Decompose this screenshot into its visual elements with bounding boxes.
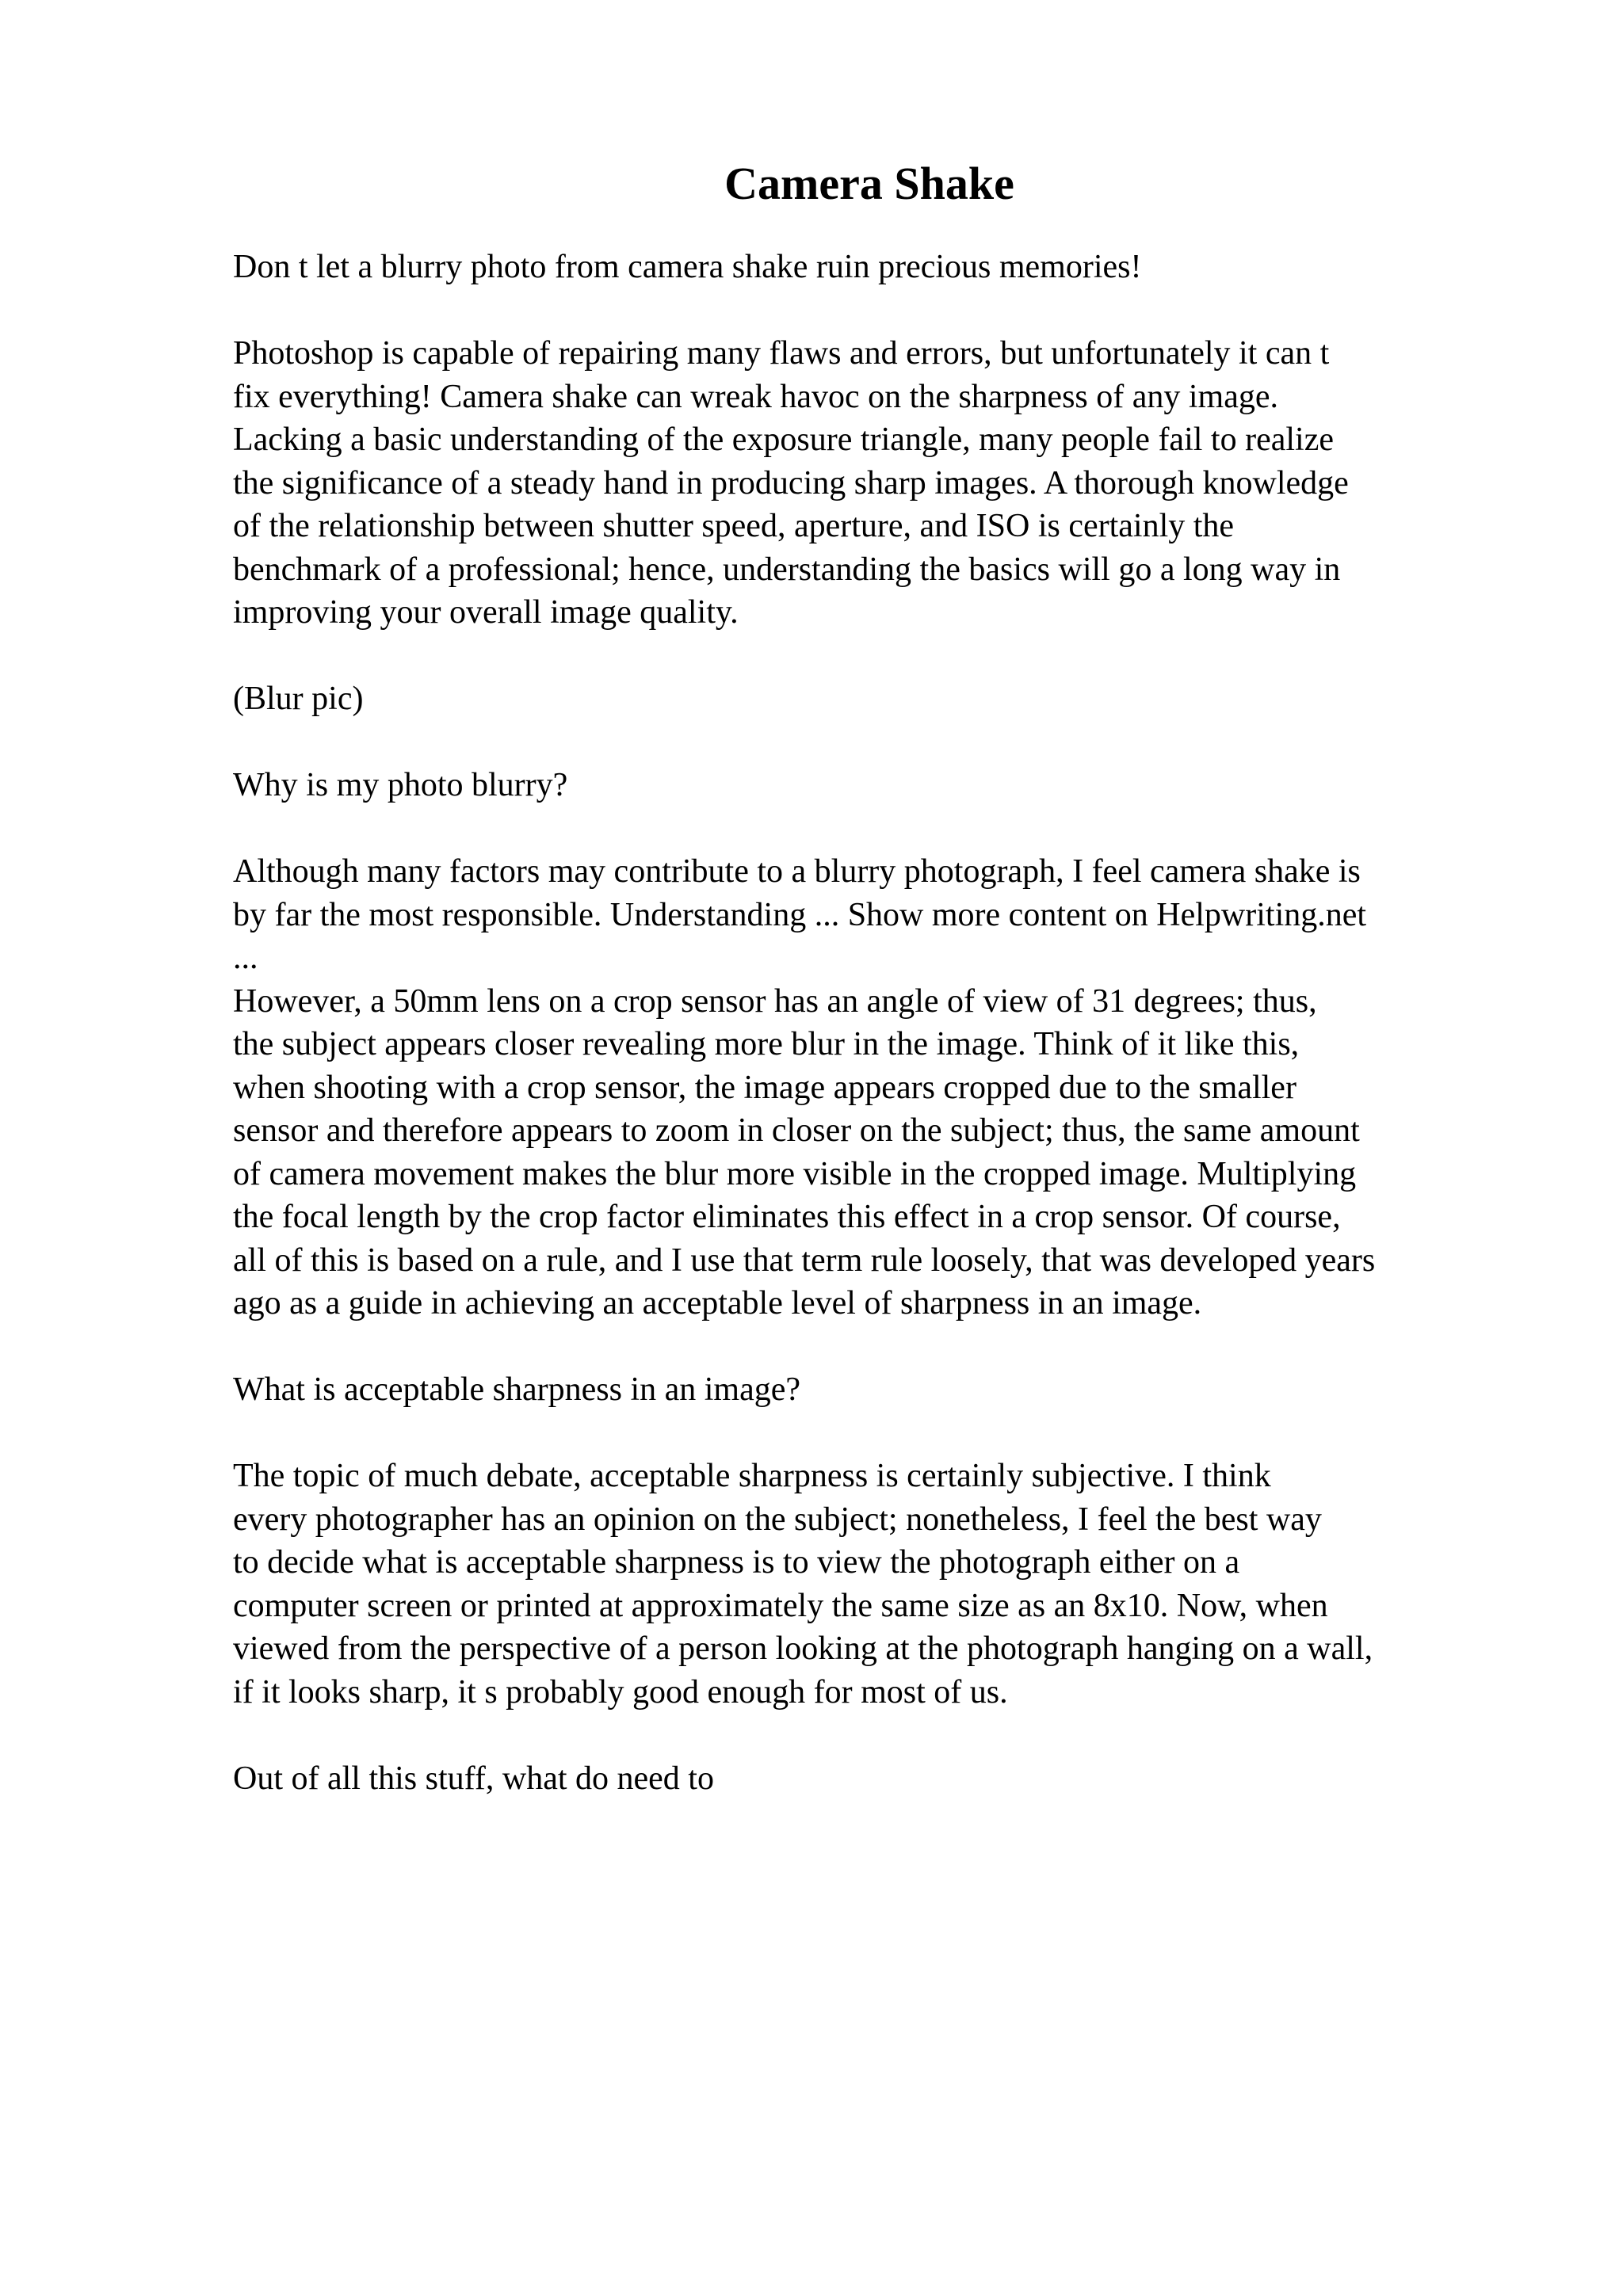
text-line: Lacking a basic understanding of the exposure triangle, many people fail to realize (233, 421, 1334, 458)
text-line: ago as a guide in achieving an acceptable level of sharpness in an image. (233, 1285, 1202, 1322)
text-line: Why is my photo blurry? (233, 767, 568, 803)
text-line: improving your overall image quality. (233, 594, 739, 631)
text-line: The topic of much debate, acceptable sharpness is certainly subjective. I think (233, 1458, 1271, 1494)
text-line: sensor and therefore appears to zoom in closer on the subject; thus, the same amount (233, 1112, 1360, 1149)
heading-acceptable-sharpness (233, 1368, 1596, 1412)
text-line: What is acceptable sharpness in an image? (233, 1371, 801, 1408)
text-line: the significance of a steady hand in producing sharp images. A thorough knowledge (233, 464, 1349, 502)
paragraph-photoshop (233, 332, 1596, 635)
text-line: Photoshop is capable of repairing many flaws and errors, but unfortunately it can t (233, 335, 1330, 372)
heading-why-blurry (233, 764, 1596, 807)
text-line: of the relationship between shutter speed, aperture, and ISO is certainly the (233, 508, 1235, 544)
text-line: of camera movement makes the blur more visible in the cropped image. Multiplying (233, 1155, 1357, 1192)
paragraph-factors (233, 850, 1596, 1325)
document-title: Camera Shake (724, 158, 1014, 209)
text-line: viewed from the perspective of a person looking at the photograph hanging on a wall, (233, 1630, 1373, 1667)
text-line: every photographer has an opinion on the subject; nonetheless, I feel the best way (233, 1501, 1322, 1538)
text-line: Although many factors may contribute to a blurry photograph, I feel camera shake is (233, 853, 1361, 890)
paragraph-closing (233, 1757, 1596, 1801)
text-line: to decide what is acceptable sharpness is to view the photograph either on a (233, 1544, 1240, 1581)
text-line: all of this is based on a rule, and I use that term rule loosely, that was developed years (233, 1241, 1376, 1279)
text-line: by far the most responsible. Understanding ... Show more content on Helpwriting.net (233, 896, 1367, 933)
text-line: (Blur pic) (233, 681, 364, 717)
text-line: when shooting with a crop sensor, the image appears cropped due to the smaller (233, 1069, 1296, 1106)
text-line: if it looks sharp, it s probably good enough for most of us. (233, 1673, 1008, 1711)
text-line: However, a 50mm lens on a crop sensor has an angle of view of 31 degrees; thus, (233, 982, 1317, 1020)
paragraph-intro (233, 246, 1596, 289)
text-line: the subject appears closer revealing more blur in the image. Think of it like this, (233, 1026, 1300, 1062)
text-line: the focal length by the crop factor eliminates this effect in a crop sensor. Of course, (233, 1199, 1341, 1235)
text-line: Out of all this stuff, what do need to (233, 1760, 714, 1797)
paragraph-blur-pic (233, 677, 1596, 721)
text-line: computer screen or printed at approximately the same size as an 8x10. Now, when (233, 1587, 1328, 1624)
text-line: ... (233, 940, 258, 976)
text-line: Don t let a blurry photo from camera shake ruin precious memories! (233, 249, 1142, 285)
text-line: fix everything! Camera shake can wreak havoc on the sharpness of any image. (233, 378, 1279, 415)
paragraph-debate (233, 1455, 1596, 1714)
document-body (233, 246, 1596, 1800)
text-line: benchmark of a professional; hence, understanding the basics will go a long way in (233, 551, 1341, 588)
